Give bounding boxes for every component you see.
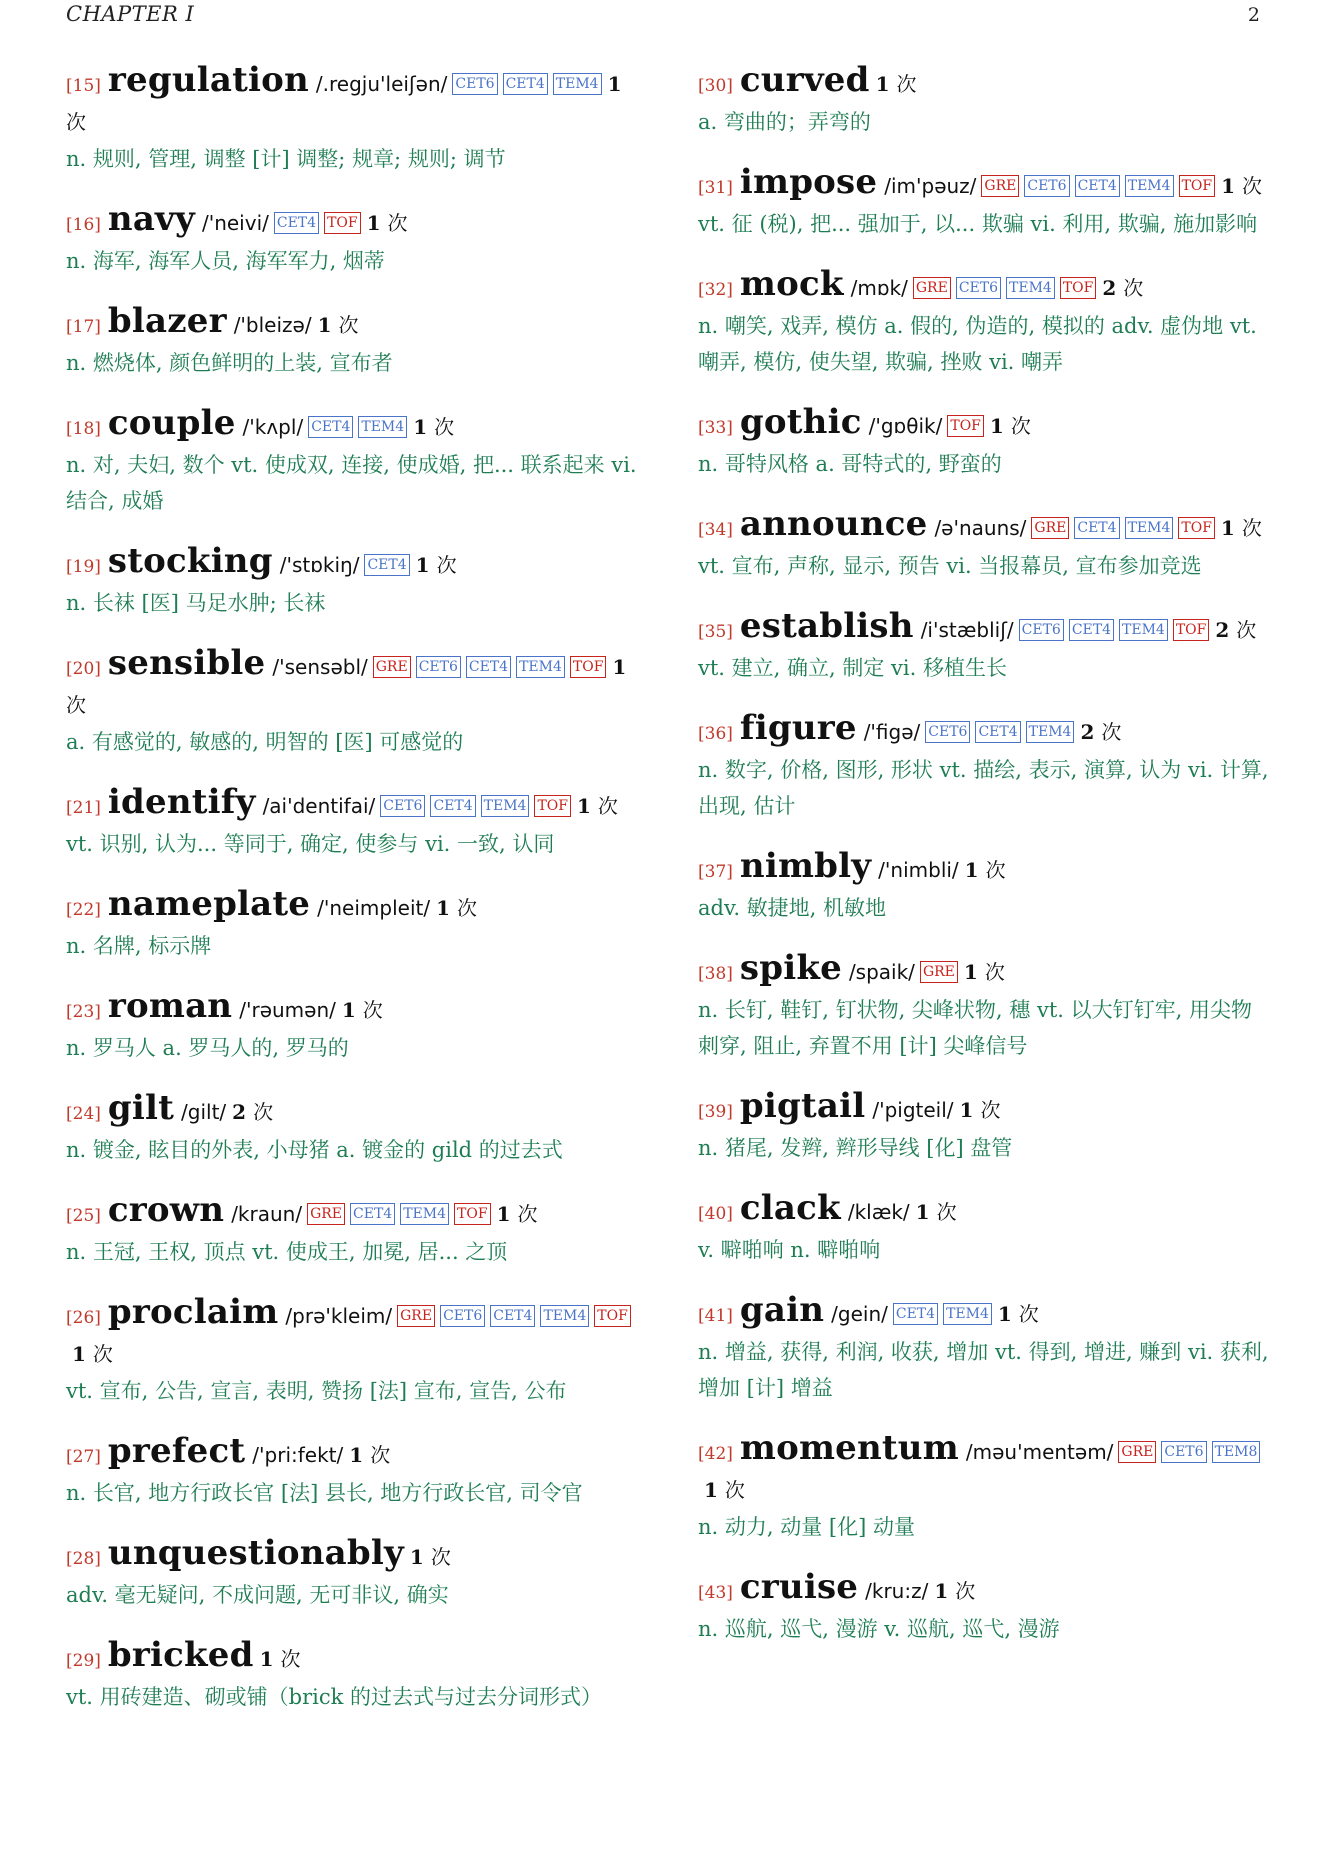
entry-headline <box>66 201 640 243</box>
entry-definition: vt. 建立, 确立, 制定 vi. 移植生长 <box>698 656 1007 680</box>
entry-definition: n. 嘲笑, 戏弄, 模仿 a. 假的, 伪造的, 模拟的 adv. 虚伪地 vt. 嘲弄, 模仿, 使失望, 欺骗, 挫败 vi. 嘲弄 <box>698 314 1257 374</box>
exam-tag: GRE <box>920 961 958 983</box>
exam-tag: CET4 <box>350 1203 395 1225</box>
entry-count-unit: 次 <box>362 998 383 1022</box>
vocab-entry <box>698 1569 1272 1647</box>
vocab-entry <box>66 1433 640 1511</box>
entry-word: crown <box>107 1190 225 1230</box>
entry-phonetic: /gilt/ <box>181 1100 227 1124</box>
entry-definition: n. 燃烧体, 颜色鲜明的上装, 宣布者 <box>66 351 393 375</box>
entry-count: 1 <box>607 72 622 96</box>
exam-tag: TEM4 <box>1026 721 1075 743</box>
entry-phonetic: /spaik/ <box>848 960 915 984</box>
entry-headline <box>66 886 640 928</box>
entry-count: 1 <box>436 896 450 920</box>
entry-word: blazer <box>107 301 227 341</box>
entry-definition: n. 镀金, 眩目的外表, 小母猪 a. 镀金的 gild 的过去式 <box>66 1138 563 1162</box>
entry-word: spike <box>739 948 842 988</box>
entry-count: 2 <box>232 1100 247 1124</box>
entry-headline <box>698 164 1272 206</box>
entry-phonetic: /'rəumən/ <box>239 998 336 1022</box>
entry-definition: adv. 毫无疑问, 不成问题, 无可非议, 确实 <box>66 1583 449 1607</box>
exam-tag: CET4 <box>430 795 475 817</box>
entry-word: prefect <box>107 1431 246 1471</box>
entry-index: [32] <box>698 280 733 300</box>
entry-headline <box>66 405 640 447</box>
entry-count: 1 <box>577 794 591 818</box>
entry-count-unit: 次 <box>1018 1302 1039 1326</box>
entry-index: [39] <box>698 1102 733 1122</box>
entry-count: 2 <box>1215 618 1230 642</box>
left-column <box>66 62 640 1739</box>
entry-count: 1 <box>72 1342 86 1366</box>
exam-tag: TEM4 <box>943 1303 992 1325</box>
exam-tag: CET4 <box>1074 517 1119 539</box>
entry-word: regulation <box>107 60 309 100</box>
entry-count: 1 <box>317 313 332 337</box>
entry-definition: v. 噼啪响 n. 噼啪响 <box>698 1238 881 1262</box>
entry-index: [20] <box>66 659 101 679</box>
entry-phonetic: /'bleizə/ <box>233 313 312 337</box>
entry-headline <box>698 1292 1272 1334</box>
exam-tag: TEM4 <box>1006 277 1055 299</box>
entry-headline <box>66 62 640 141</box>
entry-headline <box>698 1569 1272 1611</box>
entry-definition: n. 增益, 获得, 利润, 收获, 增加 vt. 得到, 增进, 赚到 vi. 获利, 增加 [计] 增益 <box>698 1340 1269 1400</box>
exam-tag: TOF <box>454 1203 491 1225</box>
entry-phonetic: /'nimbli/ <box>878 858 959 882</box>
entry-headline <box>66 1294 640 1373</box>
entry-index: [21] <box>66 798 101 818</box>
entry-definition: n. 长袜 [医] 马足水肿; 长袜 <box>66 591 326 615</box>
entry-count-unit: 次 <box>387 211 408 235</box>
vocab-entry <box>66 886 640 964</box>
entry-count: 2 <box>1102 276 1117 300</box>
entry-headline <box>698 62 1272 104</box>
vocab-entry <box>66 1090 640 1168</box>
entry-definition: vt. 征 (税), 把... 强加于, 以... 欺骗 vi. 利用, 欺骗, 施加影响 <box>698 212 1258 236</box>
exam-tag: CET4 <box>364 554 409 576</box>
entry-word: gain <box>739 1290 825 1330</box>
entry-count: 1 <box>366 211 381 235</box>
entry-count-unit: 次 <box>517 1202 538 1226</box>
exam-tag: TEM4 <box>1119 619 1168 641</box>
entry-phonetic: /'gɒθik/ <box>868 414 943 438</box>
entry-index: [36] <box>698 724 733 744</box>
entry-word: proclaim <box>107 1292 279 1332</box>
exam-tag: TEM4 <box>1125 175 1174 197</box>
exam-tag: TEM4 <box>358 416 407 438</box>
entry-word: unquestionably <box>107 1533 404 1573</box>
exam-tag: CET4 <box>1075 175 1120 197</box>
exam-tag: CET4 <box>1069 619 1114 641</box>
exam-tag: TOF <box>1060 277 1097 299</box>
entry-index: [28] <box>66 1549 101 1569</box>
entry-phonetic: /klæk/ <box>847 1200 910 1224</box>
entry-count-unit: 次 <box>92 1342 113 1366</box>
entry-definition: n. 名牌, 标示牌 <box>66 934 212 958</box>
entry-count: 1 <box>415 553 430 577</box>
entry-word: curved <box>739 60 870 100</box>
entry-headline <box>66 645 640 724</box>
entry-index: [29] <box>66 1651 101 1671</box>
entry-word: identify <box>107 782 256 822</box>
entry-count: 1 <box>997 1302 1012 1326</box>
entry-headline <box>66 1535 640 1577</box>
entry-index: [38] <box>698 964 733 984</box>
entry-count-unit: 次 <box>1236 618 1257 642</box>
exam-tag: CET6 <box>440 1305 485 1327</box>
entry-phonetic: /'pigteil/ <box>872 1098 954 1122</box>
vocab-entry <box>66 405 640 519</box>
entry-index: [41] <box>698 1306 733 1326</box>
entry-word: figure <box>739 708 857 748</box>
entry-index: [26] <box>66 1308 101 1328</box>
entry-count-unit: 次 <box>896 72 917 96</box>
entry-word: gothic <box>739 402 862 442</box>
entry-definition: vt. 宣布, 公告, 宣言, 表明, 赞扬 [法] 宣布, 宣告, 公布 <box>66 1379 567 1403</box>
vocab-entry <box>698 608 1272 686</box>
vocab-entry <box>698 1088 1272 1166</box>
entry-count: 2 <box>1080 720 1095 744</box>
entry-index: [35] <box>698 622 733 642</box>
exam-tag: TEM4 <box>400 1203 449 1225</box>
vocab-entry <box>66 645 640 760</box>
entry-count: 1 <box>964 858 979 882</box>
vocab-entry <box>66 784 640 862</box>
exam-tag: TOF <box>1179 175 1216 197</box>
entry-count: 1 <box>875 72 890 96</box>
entry-count-unit: 次 <box>955 1579 976 1603</box>
exam-tag: GRE <box>981 175 1019 197</box>
entry-definition: vt. 用砖建造、砌或铺（brick 的过去式与过去分词形式） <box>66 1685 603 1709</box>
entry-headline <box>698 506 1272 548</box>
entry-headline <box>66 303 640 345</box>
entry-word: announce <box>739 504 928 544</box>
entry-definition: n. 对, 夫妇, 数个 vt. 使成双, 连接, 使成婚, 把... 联系起来 vi. 结合, 成婚 <box>66 453 637 513</box>
entry-count: 1 <box>989 414 1004 438</box>
entry-count: 1 <box>963 960 978 984</box>
exam-tag: CET6 <box>1161 1441 1206 1463</box>
entry-phonetic: /im'pəuz/ <box>884 174 977 198</box>
vocab-entry <box>66 988 640 1066</box>
exam-tag: GRE <box>397 1305 435 1327</box>
vocab-entry <box>698 848 1272 926</box>
entry-count: 1 <box>259 1647 274 1671</box>
entry-definition: n. 哥特风格 a. 哥特式的, 野蛮的 <box>698 452 1002 476</box>
entry-index: [17] <box>66 317 101 337</box>
exam-tag: GRE <box>1118 1441 1156 1463</box>
exam-tag: CET4 <box>893 1303 938 1325</box>
exam-tag: TOF <box>1173 619 1210 641</box>
entry-index: [30] <box>698 76 733 96</box>
exam-tag: CET4 <box>503 73 548 95</box>
entry-headline <box>66 543 640 585</box>
entry-count-unit: 次 <box>1010 414 1031 438</box>
entry-headline <box>698 1430 1272 1509</box>
entry-index: [40] <box>698 1204 733 1224</box>
entry-headline <box>66 1433 640 1475</box>
entry-word: bricked <box>107 1635 254 1675</box>
entry-index: [18] <box>66 419 101 439</box>
entry-count: 1 <box>413 415 428 439</box>
entry-count-unit: 次 <box>1242 174 1263 198</box>
entry-phonetic: /'sensəbl/ <box>272 655 368 679</box>
entry-count: 1 <box>934 1579 949 1603</box>
entry-phonetic: /kraun/ <box>231 1202 303 1226</box>
entry-count-unit: 次 <box>430 1545 451 1569</box>
exam-tag: CET6 <box>452 73 497 95</box>
vocab-entry <box>698 164 1272 242</box>
entry-count-unit: 次 <box>280 1647 301 1671</box>
entry-count-unit: 次 <box>253 1100 274 1124</box>
entry-headline <box>698 404 1272 446</box>
entry-word: couple <box>107 403 236 443</box>
entry-definition: n. 动力, 动量 [化] 动量 <box>698 1515 915 1539</box>
entry-count-unit: 次 <box>66 110 86 134</box>
entry-phonetic: /'neimpleit/ <box>317 896 431 920</box>
vocab-entry <box>66 1294 640 1409</box>
entry-count-unit: 次 <box>370 1443 391 1467</box>
entry-phonetic: /ə'nauns/ <box>934 516 1027 540</box>
exam-tag: TEM4 <box>540 1305 589 1327</box>
entry-count-unit: 次 <box>597 794 618 818</box>
entry-headline <box>66 784 640 826</box>
vocab-entry <box>698 404 1272 482</box>
vocab-entry <box>66 1535 640 1613</box>
entry-index: [43] <box>698 1583 733 1603</box>
exam-tag: CET4 <box>308 416 353 438</box>
entry-definition: n. 猪尾, 发辫, 辫形导线 [化] 盘管 <box>698 1136 1013 1160</box>
exam-tag: CET4 <box>466 656 511 678</box>
exam-tag: TOF <box>570 656 607 678</box>
entry-phonetic: /'kʌpl/ <box>242 415 304 439</box>
exam-tag: CET6 <box>956 277 1001 299</box>
entry-index: [16] <box>66 215 101 235</box>
entry-definition: n. 数字, 价格, 图形, 形状 vt. 描绘, 表示, 演算, 认为 vi. 计算, 出现, 估计 <box>698 758 1269 818</box>
entry-word: pigtail <box>739 1086 866 1126</box>
entry-definition: a. 有感觉的, 敏感的, 明智的 [医] 可感觉的 <box>66 730 464 754</box>
entry-definition: n. 海军, 海军人员, 海军军力, 烟蒂 <box>66 249 385 273</box>
entry-index: [34] <box>698 520 733 540</box>
entry-index: [25] <box>66 1206 101 1226</box>
entry-count: 1 <box>959 1098 974 1122</box>
entry-phonetic: /kru:z/ <box>865 1579 929 1603</box>
vocab-entry <box>698 506 1272 584</box>
entry-index: [24] <box>66 1104 101 1124</box>
entry-headline <box>698 1190 1272 1232</box>
entry-definition: n. 王冠, 王权, 顶点 vt. 使成王, 加冕, 居... 之顶 <box>66 1240 508 1264</box>
exam-tag: CET4 <box>490 1305 535 1327</box>
entry-count: 1 <box>1220 516 1235 540</box>
vocab-entry <box>66 201 640 279</box>
entry-phonetic: /.regju'leiʃən/ <box>315 72 448 96</box>
entry-headline <box>698 266 1272 308</box>
entry-definition: adv. 敏捷地, 机敏地 <box>698 896 887 920</box>
entry-count-unit: 次 <box>434 415 455 439</box>
right-column <box>698 62 1272 1671</box>
entry-count-unit: 次 <box>457 896 477 920</box>
entry-index: [19] <box>66 557 101 577</box>
entry-headline <box>66 1192 640 1234</box>
vocab-entry <box>66 1637 640 1715</box>
entry-word: sensible <box>107 643 266 683</box>
entry-headline <box>698 710 1272 752</box>
entry-phonetic: /'neivi/ <box>201 211 269 235</box>
entry-headline <box>698 950 1272 992</box>
entry-word: nimbly <box>739 846 872 886</box>
entry-definition: n. 罗马人 a. 罗马人的, 罗马的 <box>66 1036 349 1060</box>
page-header <box>66 2 1260 28</box>
entry-count-unit: 次 <box>66 693 86 717</box>
exam-tag: TOF <box>534 795 571 817</box>
entry-definition: vt. 识别, 认为... 等同于, 确定, 使参与 vi. 一致, 认同 <box>66 832 555 856</box>
vocab-entry <box>698 266 1272 380</box>
exam-tag: CET6 <box>925 721 970 743</box>
entry-phonetic: /mɒk/ <box>850 276 908 300</box>
entry-count-unit: 次 <box>980 1098 1001 1122</box>
entry-word: roman <box>107 986 233 1026</box>
entry-count: 1 <box>496 1202 511 1226</box>
entry-count: 1 <box>341 998 356 1022</box>
exam-tag: TOF <box>594 1305 631 1327</box>
exam-tag: CET6 <box>416 656 461 678</box>
exam-tag: TEM4 <box>1125 517 1174 539</box>
entry-word: cruise <box>739 1567 859 1607</box>
exam-tag: TOF <box>1178 517 1215 539</box>
entry-headline <box>66 1637 640 1679</box>
exam-tag: GRE <box>913 277 951 299</box>
exam-tag: TEM8 <box>1212 1441 1261 1463</box>
entry-definition: vt. 宣布, 声称, 显示, 预告 vi. 当报幕员, 宣布参加竞选 <box>698 554 1202 578</box>
entry-headline <box>66 988 640 1030</box>
exam-tag: GRE <box>1031 517 1069 539</box>
entry-headline <box>66 1090 640 1132</box>
exam-tag: TOF <box>324 212 361 234</box>
entry-count-unit: 次 <box>1241 516 1262 540</box>
vocab-entry <box>698 950 1272 1064</box>
entry-word: impose <box>739 162 878 202</box>
exam-tag: GRE <box>373 656 411 678</box>
entry-phonetic: /ai'dentifai/ <box>262 794 376 818</box>
entry-count-unit: 次 <box>984 960 1005 984</box>
entry-count-unit: 次 <box>1101 720 1122 744</box>
entry-word: stocking <box>107 541 273 581</box>
entry-definition: n. 巡航, 巡弋, 漫游 v. 巡航, 巡弋, 漫游 <box>698 1617 1060 1641</box>
entry-word: establish <box>739 606 914 646</box>
exam-tag: TEM4 <box>481 795 530 817</box>
entry-index: [31] <box>698 178 733 198</box>
entry-word: navy <box>107 199 195 239</box>
entry-phonetic: /'stɒkiŋ/ <box>279 553 360 577</box>
exam-tag: CET6 <box>1019 619 1064 641</box>
entry-headline <box>698 608 1272 650</box>
exam-tag: CET6 <box>380 795 425 817</box>
entry-word: clack <box>739 1188 841 1228</box>
entry-index: [23] <box>66 1002 101 1022</box>
entry-count-unit: 次 <box>985 858 1006 882</box>
entry-phonetic: /'pri:fekt/ <box>252 1443 344 1467</box>
entry-index: [22] <box>66 900 101 920</box>
entry-headline <box>698 1088 1272 1130</box>
entry-count-unit: 次 <box>338 313 359 337</box>
entry-definition: n. 规则, 管理, 调整 [计] 调整; 规章; 规则; 调节 <box>66 147 506 171</box>
entry-definition: a. 弯曲的；弄弯的 <box>698 110 871 134</box>
entry-phonetic: /'figə/ <box>863 720 921 744</box>
vocab-entry <box>66 543 640 621</box>
vocab-entry <box>698 710 1272 824</box>
entry-count: 1 <box>349 1443 364 1467</box>
page-number: 2 <box>1247 4 1260 26</box>
vocab-entry <box>66 62 640 177</box>
entry-index: [15] <box>66 76 101 96</box>
entry-count-unit: 次 <box>724 1478 745 1502</box>
entry-count: 1 <box>915 1200 930 1224</box>
chapter-title: CHAPTER I <box>66 2 195 26</box>
entry-phonetic: /prə'kleim/ <box>285 1304 393 1328</box>
exam-tag: TEM4 <box>553 73 602 95</box>
entry-index: [33] <box>698 418 733 438</box>
exam-tag: TOF <box>947 415 984 437</box>
entry-definition: n. 长官, 地方行政长官 [法] 县长, 地方行政长官, 司令官 <box>66 1481 583 1505</box>
entry-definition: n. 长钉, 鞋钉, 钉状物, 尖峰状物, 穗 vt. 以大钉钉牢, 用尖物刺穿, 阻止, 弃置不用 [计] 尖峰信号 <box>698 998 1252 1058</box>
entry-index: [37] <box>698 862 733 882</box>
entry-count: 1 <box>1221 174 1236 198</box>
exam-tag: CET6 <box>1024 175 1069 197</box>
entry-index: [27] <box>66 1447 101 1467</box>
entry-word: momentum <box>739 1428 959 1468</box>
entry-count: 1 <box>409 1545 424 1569</box>
vocab-entry <box>698 1190 1272 1268</box>
vocab-entry <box>698 62 1272 140</box>
exam-tag: CET4 <box>274 212 319 234</box>
entry-index: [42] <box>698 1444 733 1464</box>
entry-headline <box>698 848 1272 890</box>
vocab-entry <box>698 1430 1272 1545</box>
vocab-entry <box>698 1292 1272 1406</box>
vocab-entry <box>66 303 640 381</box>
entry-count: 1 <box>612 655 627 679</box>
entry-phonetic: /gein/ <box>831 1302 888 1326</box>
entry-count-unit: 次 <box>1123 276 1144 300</box>
entry-count-unit: 次 <box>936 1200 957 1224</box>
entry-word: gilt <box>107 1088 175 1128</box>
entry-count: 1 <box>704 1478 718 1502</box>
entry-word: mock <box>739 264 844 304</box>
entry-word: nameplate <box>107 884 311 924</box>
entry-phonetic: /i'stæbliʃ/ <box>920 618 1014 642</box>
vocab-entry <box>66 1192 640 1270</box>
entry-phonetic: /məu'mentəm/ <box>965 1440 1114 1464</box>
entry-count-unit: 次 <box>436 553 457 577</box>
exam-tag: TEM4 <box>516 656 565 678</box>
exam-tag: CET4 <box>975 721 1020 743</box>
exam-tag: GRE <box>307 1203 345 1225</box>
